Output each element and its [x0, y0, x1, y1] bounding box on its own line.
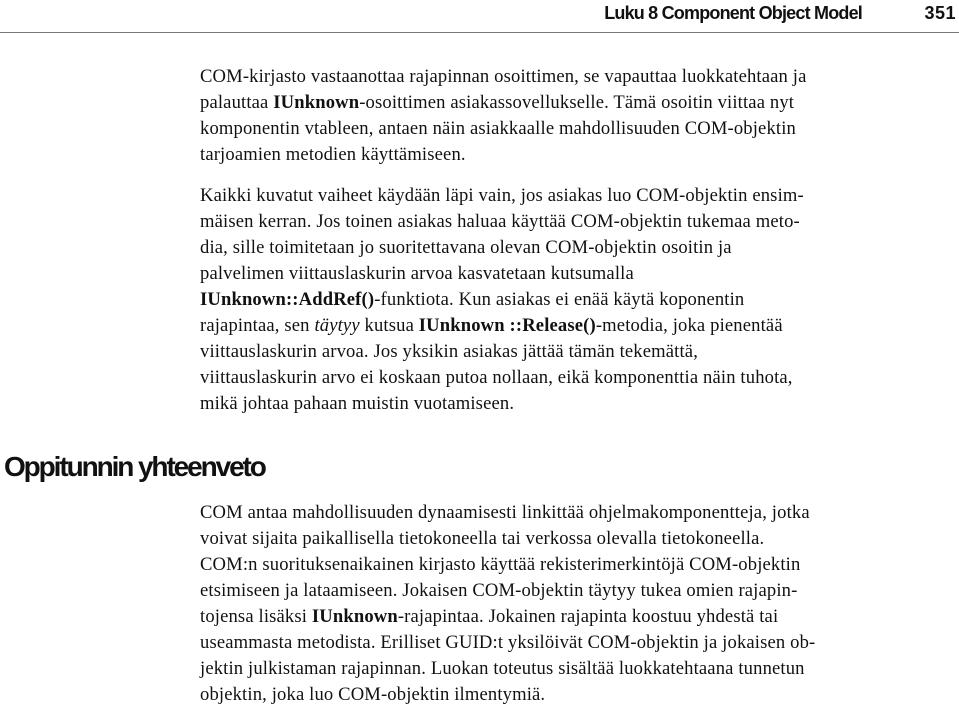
- text-line: mäisen kerran. Jos toinen asiakas haluaa käyttää COM-objektin tukemaa meto-: [200, 211, 800, 232]
- text-line: komponentin vtableen, antaen näin asiakkaalle mahdollisuuden COM-objektin: [200, 118, 796, 139]
- text-line: useammasta metodista. Erilliset GUID:t yksilöivät COM-objektin ja jokaisen ob-: [200, 632, 816, 653]
- code-term: IUnknown ::Release(): [418, 315, 596, 336]
- text-line: dia, sille toimitetaan jo suoritettavana olevan COM-objektin osoitin ja: [200, 237, 732, 258]
- text-line: jektin julkistaman rajapinnan. Luokan toteutus sisältää luokkatehtaana tunnetun: [200, 658, 805, 679]
- paragraph-com-library: [200, 64, 959, 168]
- section-heading: Oppitunnin yhteenveto: [4, 451, 265, 482]
- text-line: Kaikki kuvatut vaiheet käydään läpi vain, jos asiakas luo COM-objektin ensim-: [200, 185, 804, 206]
- emphasis: täytyy: [314, 315, 360, 336]
- text-line: palauttaa IUnknown-osoittimen asiakassovellukselle. Tämä osoitin viittaa nyt: [200, 92, 795, 113]
- text-line: IUnknown::AddRef()-funktiota. Kun asiakas ei enää käytä koponentin: [200, 289, 745, 310]
- text-line: COM antaa mahdollisuuden dynaamisesti linkittää ohjelmakomponentteja, jotka: [200, 502, 810, 523]
- code-term: IUnknown: [311, 606, 398, 627]
- header-rule: [0, 32, 959, 33]
- text-line: mikä johtaa pahaan muistin vuotamiseen.: [200, 393, 515, 414]
- text-line: objektin, joka luo COM-objektin ilmentymiä.: [200, 684, 546, 705]
- text-line: etsimiseen ja lataamiseen. Jokaisen COM-objektin täytyy tukea omien rajapin-: [200, 580, 798, 601]
- paragraph-summary: [200, 500, 959, 708]
- text-line: viittauslaskurin arvo ei koskaan putoa nollaan, eikä komponenttia näin tuhota,: [200, 367, 793, 388]
- paragraph-reference-counting: [200, 183, 959, 417]
- text-line: tojensa lisäksi IUnknown-rajapintaa. Jokainen rajapinta koostuu yhdestä tai: [200, 606, 779, 627]
- text-line: palvelimen viittauslaskurin arvoa kasvatetaan kutsumalla: [200, 263, 634, 284]
- code-term: IUnknown: [273, 92, 360, 113]
- code-term: IUnknown::AddRef(): [200, 289, 375, 310]
- text-line: tarjoamien metodien käyttämiseen.: [200, 144, 466, 165]
- text-line: voivat sijaita paikallisella tietokoneella tai verkossa olevalla tietokoneella.: [200, 528, 765, 549]
- text-line: rajapintaa, sen täytyy kutsua IUnknown ::Release()-metodia, joka pienentää: [200, 315, 783, 336]
- page-number: 351: [924, 3, 956, 23]
- text-line: COM:n suorituksenaikainen kirjasto käyttää rekisterimerkintöjä COM-objektin: [200, 554, 801, 575]
- text-line: COM-kirjasto vastaanottaa rajapinnan osoittimen, se vapauttaa luokkatehtaan ja: [200, 66, 807, 87]
- page-header: [0, 0, 959, 34]
- chapter-title: Luku 8 Component Object Model: [604, 3, 862, 23]
- text-line: viittauslaskurin arvoa. Jos yksikin asiakas jättää tämän tekemättä,: [200, 341, 698, 362]
